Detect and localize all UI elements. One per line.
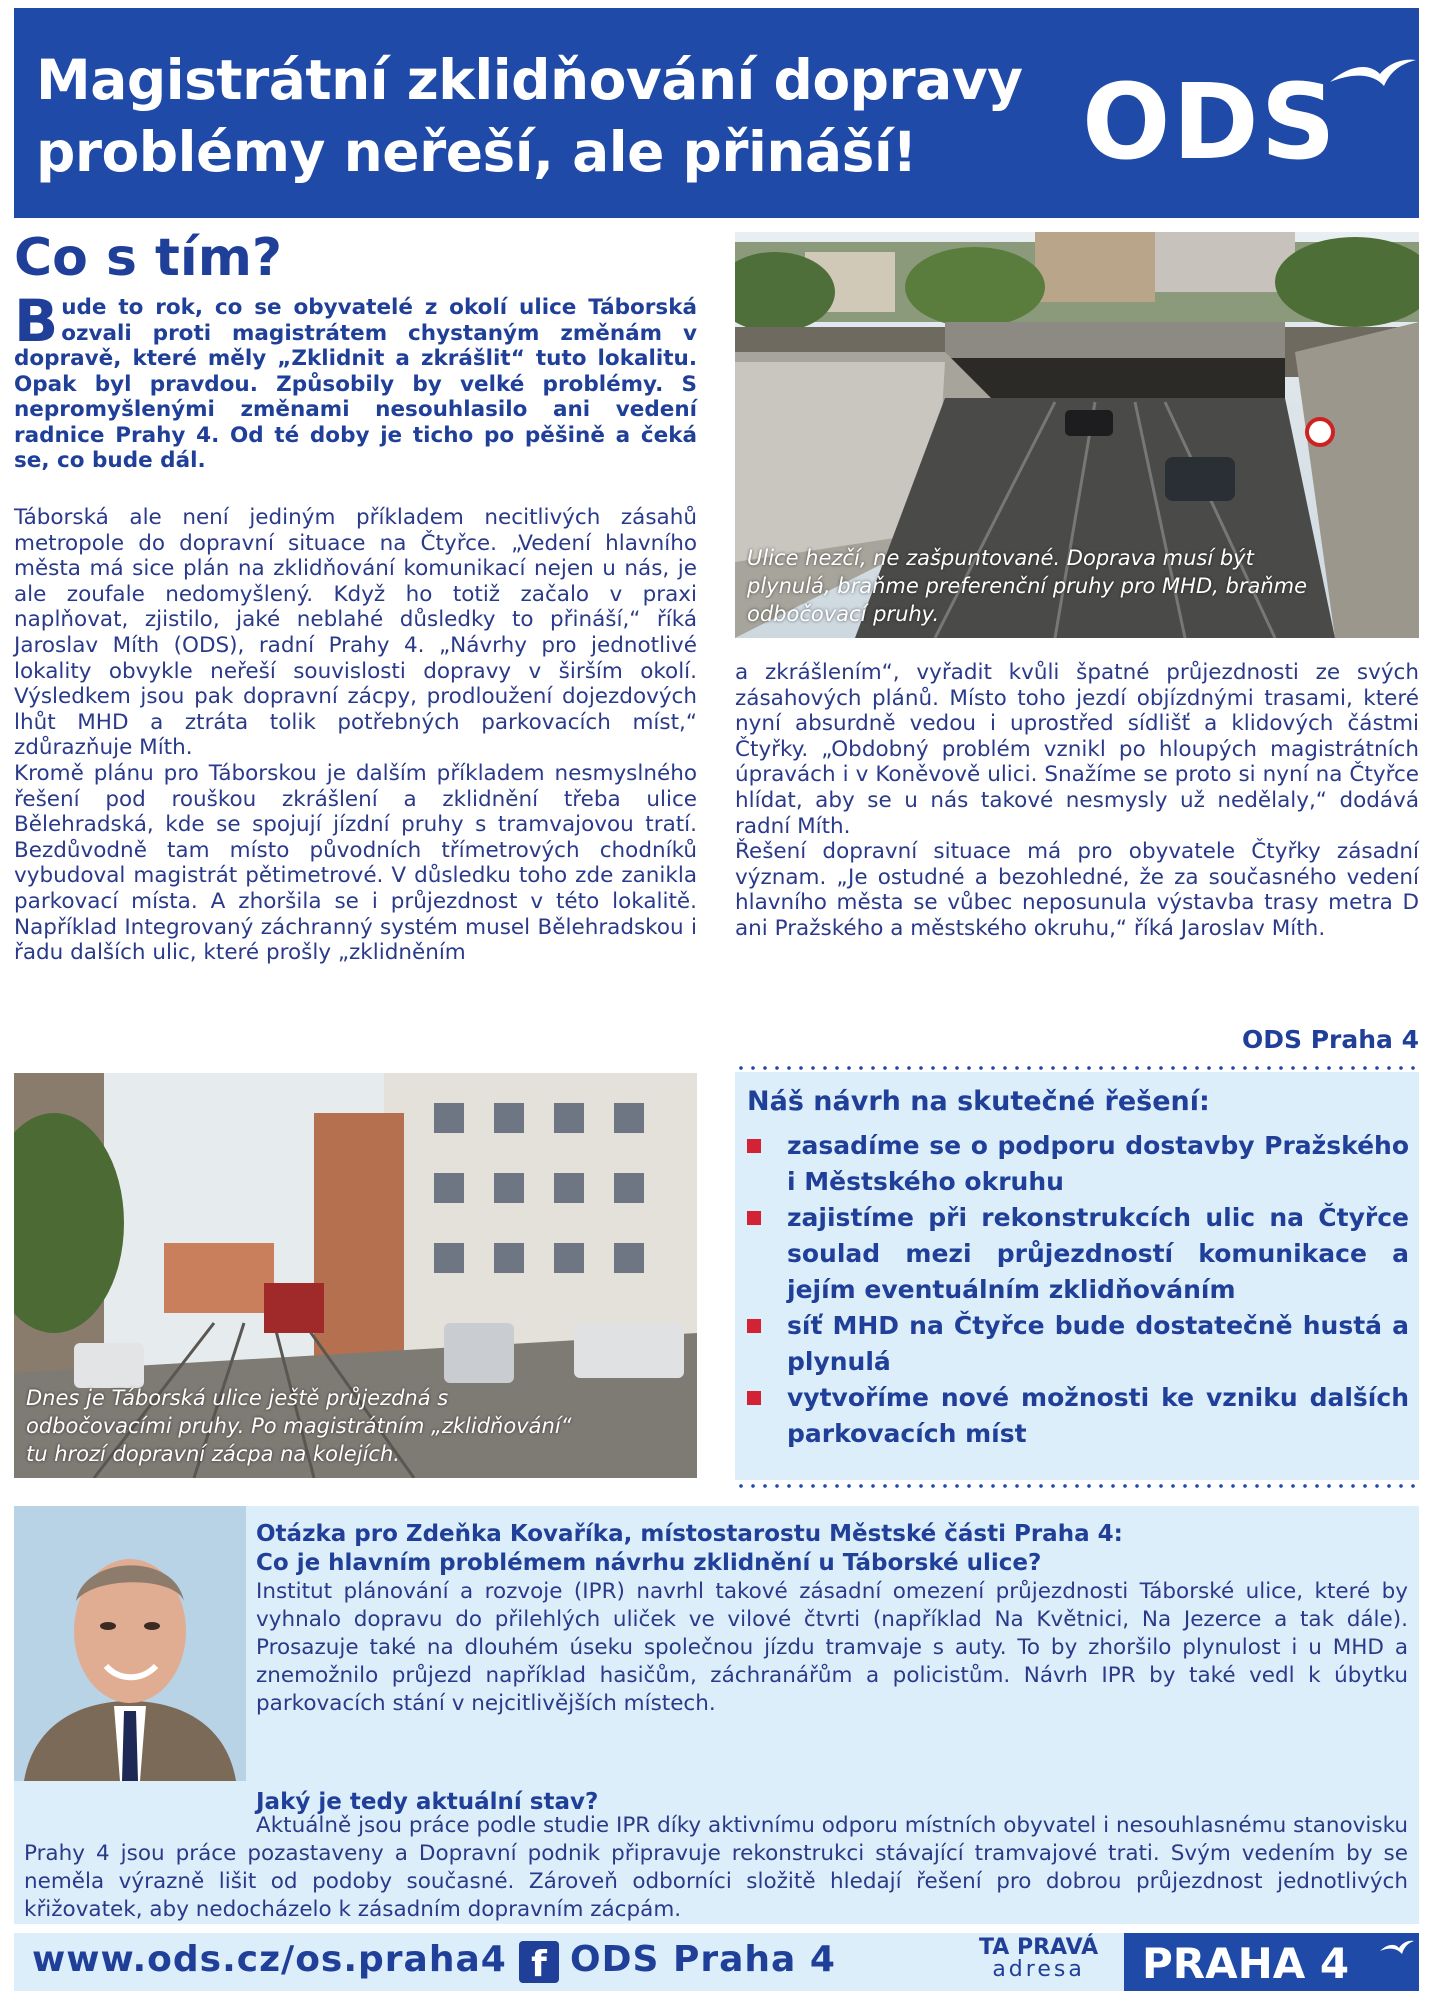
person-image <box>14 1506 246 1781</box>
bullet-square-icon <box>747 1391 761 1405</box>
list-item: zajistíme při rekonstrukcích ulic na Čtyřce soulad mezi průjezdností komunikace a jejím eventuálním zklidňováním <box>747 1200 1409 1308</box>
bird-icon <box>1328 56 1418 96</box>
paragraph: a zkrášlením“, vyřadit kvůli špatné průjezdnosti ze svých zásahových plánů. Místo toho jezdí objízdnými trasami, které nyní absurdně vedou i uprostřed sídlišť a klidových částmi Čtyřky. „Obdobný problém vznikl po hloupých magistrátních úpravách i v Koněvově ulici. Snažíme se proto si nyní na Čtyřce hlídat, aby se u nás takové nesmysly už nedělaly,“ dodává radní Míth. <box>735 660 1419 839</box>
interview-top <box>256 1520 1408 1718</box>
interview-question: Co je hlavním problémem návrhu zklidnění u Táborské ulice? <box>256 1550 1042 1576</box>
praha4-label: PRAHA 4 <box>1142 1939 1350 1988</box>
paragraph: Řešení dopravní situace má pro obyvatele Čtyřky zásadní význam. „Je ostudné a bezohledné, že za současného vedení hlavního města se vůbec neposunula výstavba trasy metra D ani Pražského a městského okruhu,“ říká Jaroslav Míth. <box>735 839 1419 941</box>
slogan-line-2: adresa <box>992 1957 1085 1982</box>
article-heading: Co s tím? <box>14 228 283 288</box>
photo-underpass <box>735 232 1419 638</box>
praha4-badge <box>1124 1933 1419 1991</box>
proposal-list <box>747 1128 1409 1452</box>
paragraph: Táborská ale není jediným příkladem necitlivých zásahů metropole do dopravní situace na Čtyřce. „Vedení hlavního města má sice plán na zklidňování komunikací nejen u nás, je ale zoufale nedomyšlený. Když ho totiž začalo v praxi naplňovat, zjistilo, jaké neblahé důsledky to přináší,“ říká Jaroslav Míth (ODS), radní Prahy 4. „Návrhy pro jednotlivé lokality obvykle neřeší souvislosti dopravy v širším okolí. Výsledkem jsou pak dopravní zácpy, prodloužení dojezdových lhůt MHD a ztráta tolik potřebných parkovacích míst,“ zdůrazňuje Míth. <box>14 505 697 761</box>
proposal-title: Náš návrh na skutečné řešení: <box>747 1086 1210 1117</box>
drop-cap: B <box>14 287 59 355</box>
dotted-divider <box>735 1484 1419 1488</box>
lead-text: ude to rok, co se obyvatelé z okolí ulice Táborská ozvali proti magistrátem chystaným změnám v dopravě, které měly „Zklidnit a zkrášlit“ tuto lokalitu. Opak byl pravdou. Způsobily by velké problémy. S nepromyšlenými změnami nesouhlasilo ani vedení radnice Prahy 4. Od té doby je ticho po pěšině a čeká se, co bude dál. <box>14 295 697 473</box>
title-line-2: problémy neřeší, ale přináší! <box>36 120 917 184</box>
article-signature: ODS Praha 4 <box>1241 1025 1419 1054</box>
photo-taborska-street <box>14 1073 697 1478</box>
list-item: zasadíme se o podporu dostavby Pražského i Městského okruhu <box>747 1128 1409 1200</box>
interview-question: Jaký je tedy aktuální stav? <box>256 1789 599 1815</box>
paragraph: Kromě plánu pro Táborskou je dalším příkladem nesmyslného řešení pod rouškou zkrášlení a zklidnění třeba ulice Bělehradská, kde se spojují jízdní pruhy s tramvajovou tratí. Bezdůvodně tam místo původních třímetrových chodníků vybudoval magistrát pětimetrové. V důsledku toho zde zanikla parkovací místa. A zhoršila se i průjezdnost v této lokalitě. Například Integrovaný záchranný systém musel Bělehradskou i řadu dalších ulic, které prošly „zklidněním <box>14 760 697 966</box>
slogan-line-1: TA PRAVÁ <box>979 1935 1099 1960</box>
proposal-box <box>735 1072 1419 1480</box>
website-link[interactable]: www.ods.cz/os.praha4 <box>32 1939 507 1980</box>
list-item: vytvoříme nové možnosti ke vzniku dalších parkovacích míst <box>747 1380 1409 1452</box>
list-item: síť MHD na Čtyřce bude dostatečně hustá a plynulá <box>747 1308 1409 1380</box>
bullet-square-icon <box>747 1211 761 1225</box>
interview-answer: Institut plánování a rozvoje (IPR) navrhl takové zásadní omezení průjezdnosti Táborské ulice, které by vyhnalo dopravu do přilehlých uliček ve vilové čtvrti (například Na Květnici, Na Jezerce a tak dále). Prosazuje také na dlouhém úseku společnou jízdu tramvaje s auty. To by zhoršilo plynulost i u MHD a znemožnilo průjezd například hasičům, záchranářům a policistům. Návrh IPR by také vedl k úbytku parkovacích stání v nejcitlivějších místech. <box>256 1579 1408 1716</box>
dotted-divider <box>735 1066 1419 1070</box>
interview-box <box>14 1506 1419 1924</box>
page-title <box>36 44 1056 188</box>
interview-answer: Aktuálně jsou práce podle studie IPR díky aktivnímu odporu místních obyvatel i nesouhlasnému stanovisku Prahy 4 jsou práce pozastaveny a Dopravní podnik připravuje rekonstrukci stávající tramvajové trati. Svým vedením by se neměla výrazně lišit od podoby současné. Zároveň odborníci složitě hledají řešení pro dobrou průjezdnost jednotlivých křižovatek, aby nedocházelo k zásadním dopravním zácpám. <box>24 1813 1408 1922</box>
facebook-page-link[interactable]: ODS Praha 4 <box>570 1939 836 1980</box>
title-line-1: Magistrátní zklidňování dopravy <box>36 48 1023 112</box>
article-column-2 <box>735 660 1419 942</box>
facebook-icon[interactable]: f <box>519 1941 559 1983</box>
article-lead <box>14 287 697 474</box>
bird-icon <box>1379 1939 1415 1957</box>
slogan <box>979 1937 1098 1981</box>
ods-logo: ODS <box>1082 61 1338 183</box>
header-banner <box>14 8 1419 218</box>
bullet-square-icon <box>747 1139 761 1153</box>
interview-question: Otázka pro Zdeňka Kovaříka, místostarostu Městské části Praha 4: <box>256 1521 1123 1547</box>
article-column-1 <box>14 505 697 966</box>
photo-caption: Dnes je Táborská ulice ještě průjezdná s odbočovacími pruhy. Po magistrátním „zklidňování“ tu hrozí dopravní zácpa na kolejích. <box>26 1386 572 1466</box>
photo-caption: Ulice hezčí, ne zašpuntované. Doprava musí být plynulá, braňme preferenční pruhy pro MHD, braňme odbočovací pruhy. <box>747 546 1308 626</box>
footer-bar <box>14 1933 1419 1991</box>
bullet-square-icon <box>747 1319 761 1333</box>
portrait-photo <box>14 1506 246 1781</box>
